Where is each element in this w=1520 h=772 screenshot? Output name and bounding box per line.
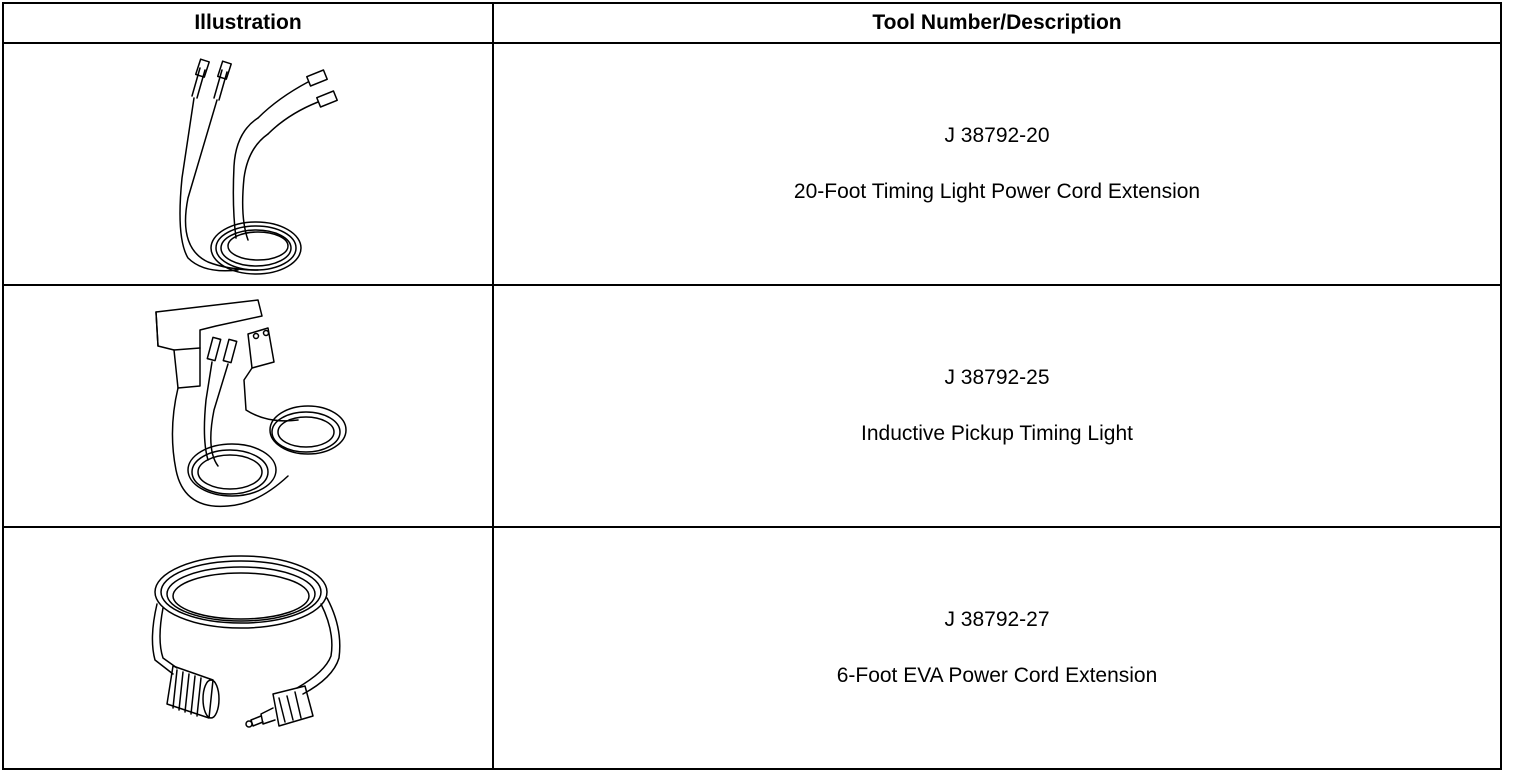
- tool-number: J 38792-25: [944, 366, 1050, 389]
- illustration-cell: [3, 527, 493, 769]
- table-row: [3, 527, 1501, 769]
- header-tool-number-description: Tool Number/Description: [493, 3, 1501, 43]
- tool-number: J 38792-20: [944, 124, 1050, 147]
- description-cell: [493, 527, 1501, 769]
- table-row: [3, 43, 1501, 285]
- tool-description: 20-Foot Timing Light Power Cord Extension: [793, 180, 1201, 203]
- eva-power-cord-extension-illustration: [143, 548, 353, 748]
- illustration-cell: [3, 285, 493, 527]
- timing-light-power-cord-extension-illustration: [148, 48, 348, 280]
- header-illustration: Illustration: [3, 3, 493, 43]
- tool-description: Inductive Pickup Timing Light: [861, 422, 1133, 445]
- header-row: [3, 3, 1501, 43]
- description-cell: [493, 285, 1501, 527]
- description-cell: [493, 43, 1501, 285]
- tool-number: J 38792-27: [944, 608, 1050, 631]
- illustration-cell: [3, 43, 493, 285]
- tool-description: 6-Foot EVA Power Cord Extension: [836, 664, 1158, 687]
- tool-table: [2, 2, 1502, 770]
- inductive-pickup-timing-light-illustration: [148, 290, 348, 522]
- table-row: [3, 285, 1501, 527]
